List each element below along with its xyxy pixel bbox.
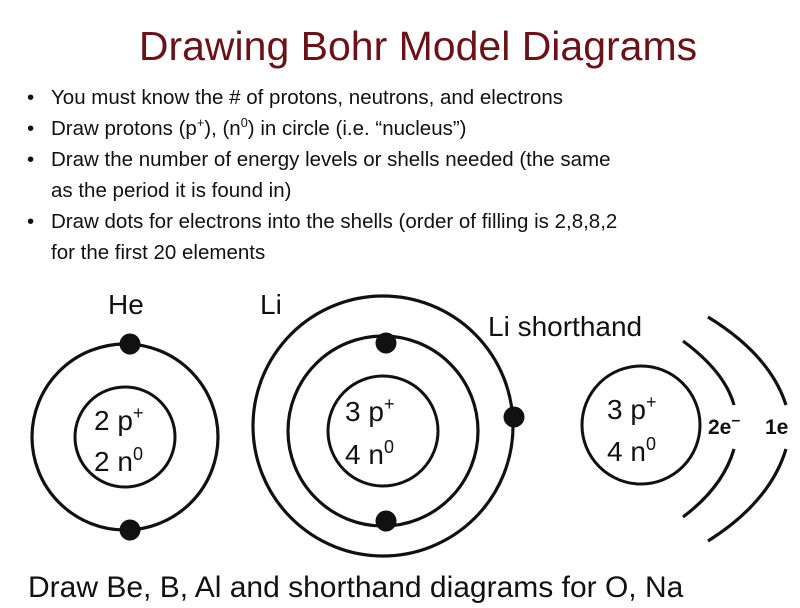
he-neutrons: 2 $n^0$ <box>94 444 143 477</box>
bullet-dot: • <box>27 117 35 140</box>
li-shorthand-diagram <box>488 311 788 541</box>
slide-title: Drawing Bohr Model Diagrams <box>138 23 698 69</box>
he-electron <box>120 334 141 355</box>
li-shorthand-protons: 3 p+ <box>607 392 657 425</box>
bullet-text-part: ), (n <box>204 117 241 140</box>
li-electron <box>376 333 397 354</box>
bullet-dot: • <box>27 148 35 171</box>
bullet-text: You must know the # of protons, neutrons, and electrons <box>51 86 564 109</box>
he-label: He <box>108 289 144 320</box>
he-diagram <box>32 289 218 541</box>
li-electron <box>376 511 397 532</box>
bullet-text-part: Draw protons (p <box>51 117 197 140</box>
bullet-text-line: Draw dots for electrons into the shells (order of filling is 2,8,8,2 <box>51 210 618 233</box>
he-electron <box>120 520 141 541</box>
bullet-text-line: as the period it is found in) <box>51 179 292 202</box>
he-protons: 2 p+ <box>94 403 144 436</box>
li-shorthand-shell-2-arc <box>708 449 786 541</box>
bullet-text-part: ) in circle (i.e. “nucleus”) <box>247 117 467 140</box>
li-shorthand-shell-1-count: 2e– <box>708 412 741 439</box>
li-shorthand-shell-2-count: 1e <box>765 416 789 439</box>
li-diagram <box>253 289 525 556</box>
bullet-dot: • <box>27 86 35 109</box>
bullet-text-line: Draw the number of energy levels or shells needed (the same <box>51 148 611 171</box>
bullet-text-line: for the first 20 elements <box>51 241 266 264</box>
superscript: + <box>196 115 205 131</box>
li-shorthand-label: Li shorthand <box>488 311 643 342</box>
li-shell-1 <box>288 336 478 526</box>
superscript: 0 <box>240 115 248 131</box>
li-electron <box>504 407 525 428</box>
bullet-dot: • <box>27 210 35 233</box>
bottom-instruction: Draw Be, B, Al and shorthand diagrams for O, Na <box>28 571 684 604</box>
he-shell-1 <box>32 344 218 530</box>
li-shorthand-shell-2-arc <box>708 317 786 405</box>
li-label: Li <box>260 289 282 320</box>
li-protons: 3 p+ <box>345 394 395 427</box>
li-neutrons: 4 $n^0$ <box>345 437 394 470</box>
li-shorthand-neutrons: 4 $n^0$ <box>607 434 656 467</box>
